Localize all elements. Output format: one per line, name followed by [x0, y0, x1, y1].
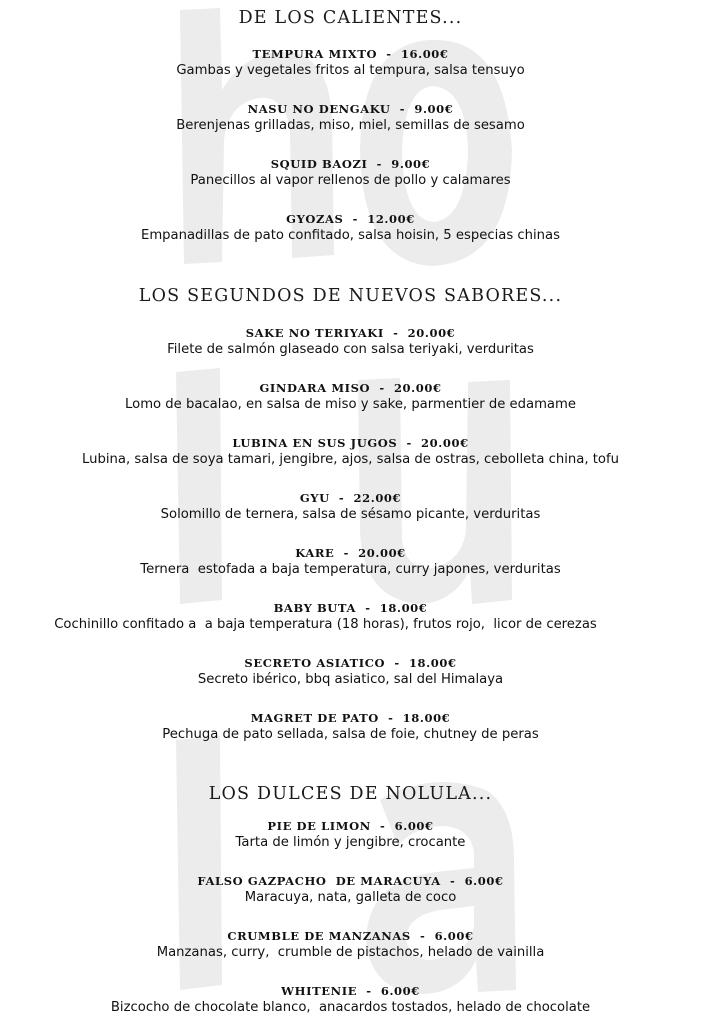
dish-item [0, 929, 701, 960]
dish-description: Manzanas, curry, crumble de pistachos, helado de vainilla [156, 945, 545, 960]
dish-description: Lubina, salsa de soya tamari, jengibre, ajos, salsa de ostras, cebolleta china, tofu [82, 452, 619, 467]
section-title: DE LOS CALIENTES... [238, 8, 463, 28]
dish-name: NASU NO DENGAKU - 9.00€ [247, 102, 454, 116]
dish-item [0, 711, 701, 742]
section-title: LOS SEGUNDOS DE NUEVOS SABORES... [138, 286, 563, 306]
dish-description: Cochinillo confitado a a baja temperatura (18 horas), frutos rojo, licor de cerezas [54, 617, 597, 632]
dish-name: GINDARA MISO - 20.00€ [259, 381, 442, 395]
dish-description: Berenjenas grilladas, miso, miel, semillas de sesamo [176, 118, 525, 133]
dish-item [0, 656, 701, 687]
dish-name: SECRETO ASIATICO - 18.00€ [244, 656, 457, 670]
dish-description: Panecillos al vapor rellenos de pollo y calamares [190, 173, 511, 188]
dish-name: TEMPURA MIXTO - 16.00€ [252, 47, 449, 61]
section-title: LOS DULCES DE NOLULA... [208, 784, 493, 804]
dish-item [0, 491, 701, 522]
dish-item [0, 819, 701, 850]
dish-description: Empanadillas de pato confitado, salsa hoisin, 5 especias chinas [140, 228, 560, 243]
dish-description: Secreto ibérico, bbq asiatico, sal del Himalaya [197, 672, 504, 687]
dish-name: MAGRET DE PATO - 18.00€ [250, 711, 451, 725]
dish-description: Lomo de bacalao, en salsa de miso y sake, parmentier de edamame [125, 397, 576, 412]
dish-name: FALSO GAZPACHO DE MARACUYA - 6.00€ [197, 874, 504, 888]
dish-item [0, 874, 701, 905]
dish-name: GYU - 22.00€ [299, 491, 402, 505]
dish-item [0, 546, 701, 577]
dish-item [0, 157, 701, 188]
dish-item [0, 984, 701, 1015]
dish-description: Tarta de limón y jengibre, crocante [235, 835, 466, 850]
dish-name: SQUID BAOZI - 9.00€ [270, 157, 431, 171]
dish-description: Maracuya, nata, galleta de coco [244, 890, 457, 905]
dish-description: Solomillo de ternera, salsa de sésamo picante, verduritas [160, 507, 541, 522]
dish-item [0, 212, 701, 243]
dish-description: Filete de salmón glaseado con salsa teriyaki, verduritas [167, 342, 534, 357]
dish-name: PIE DE LIMON - 6.00€ [267, 819, 434, 833]
dish-item [0, 47, 701, 78]
dish-item [0, 601, 701, 632]
dish-description: Gambas y vegetales fritos al tempura, salsa tensuyo [176, 63, 525, 78]
dish-item [0, 326, 701, 357]
dish-name: BABY BUTA - 18.00€ [273, 601, 428, 615]
dish-name: SAKE NO TERIYAKI - 20.00€ [245, 326, 456, 340]
dish-description: Bizcocho de chocolate blanco, anacardos tostados, helado de chocolate [110, 1000, 591, 1015]
dish-name: GYOZAS - 12.00€ [286, 212, 415, 226]
dish-item [0, 102, 701, 133]
dish-name: CRUMBLE DE MANZANAS - 6.00€ [227, 929, 474, 943]
dish-item [0, 436, 701, 467]
dish-item [0, 381, 701, 412]
dish-name: KARE - 20.00€ [295, 546, 406, 560]
dish-name: WHITENIE - 6.00€ [281, 984, 420, 998]
dish-description: Pechuga de pato sellada, salsa de foie, chutney de peras [162, 727, 539, 742]
dish-description: Ternera estofada a baja temperatura, curry japones, verduritas [140, 562, 561, 577]
dish-name: LUBINA EN SUS JUGOS - 20.00€ [232, 436, 469, 450]
